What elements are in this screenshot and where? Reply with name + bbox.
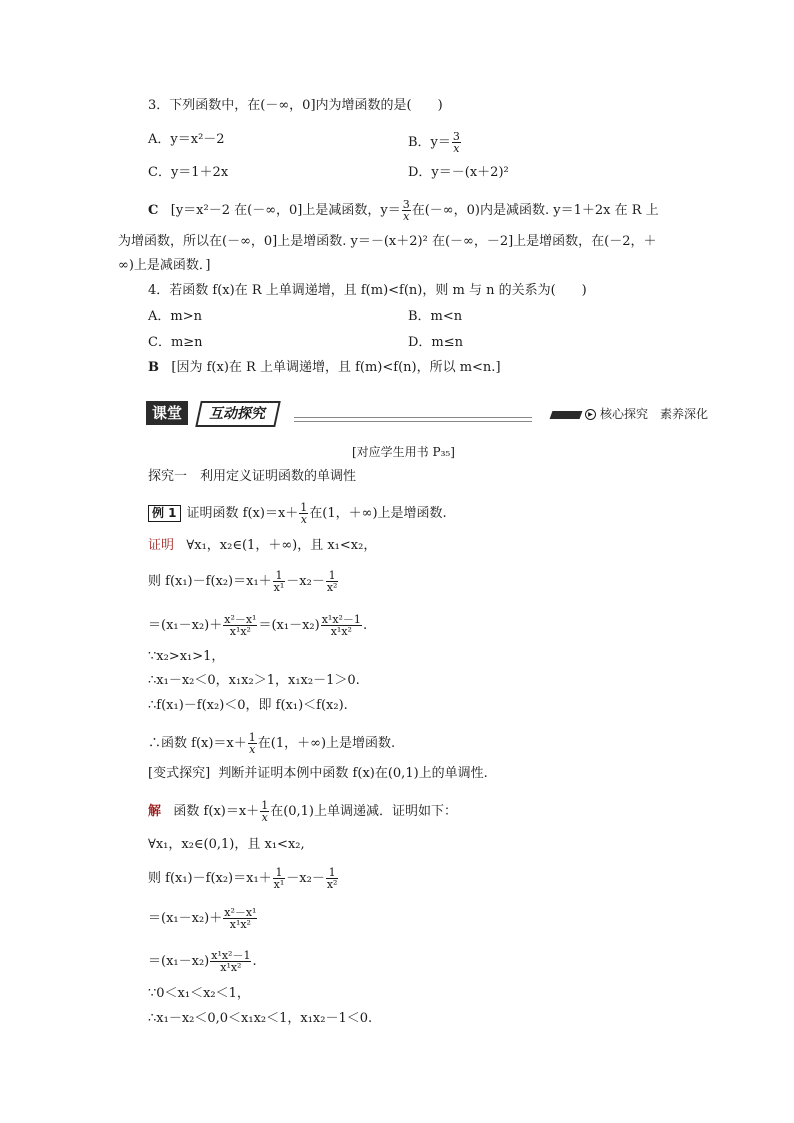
fraction-denominator: x¹ (273, 878, 285, 891)
proof-2-pre: 则 f(x₁)－f(x₂)＝x₁＋ (148, 574, 272, 589)
q3-answer-text-b: 在(－∞，0)内是减函数. y＝1＋2x 在 R 上 (411, 203, 659, 218)
q3-option-a: A．y＝x²－2 (148, 132, 225, 147)
proof-text-1: ∀x₁，x₂∈(1，＋∞)，且 x₁<x₂， (186, 538, 377, 553)
variant-text: 判断并证明本例中函数 f(x)在(0,1)上的单调性. (218, 766, 488, 781)
q4-option-d: D．m≤n (408, 335, 464, 350)
proof-3-frac-1 (223, 614, 257, 637)
banner-right-text: 核心探究 素养深化 (599, 407, 708, 421)
solution-1-frac (260, 800, 269, 823)
example-fraction (299, 502, 308, 525)
banner-bar-icon (550, 411, 583, 419)
fraction-numerator: 1 (273, 570, 286, 582)
solution-line-7: ∴x₁－x₂＜0,0＜x₁x₂＜1，x₁x₂－1＜0. (148, 1011, 373, 1026)
proof-line-3 (148, 614, 367, 637)
example-1 (148, 502, 447, 525)
solution-3-frac-2 (326, 867, 339, 890)
proof-2-mid: －x₂－ (286, 574, 325, 589)
fraction-denominator: x (453, 142, 460, 155)
fraction-numerator: x¹x²－1 (211, 949, 251, 962)
proof-3-pre: ＝(x₁－x₂)＋ (148, 618, 223, 633)
fraction-numerator: 1 (300, 501, 308, 514)
banner-rule (294, 417, 532, 422)
proof-7-pre: ∴函数 f(x)＝x＋ (148, 736, 247, 751)
solution-5-pre: ＝(x₁－x₂) (148, 954, 210, 969)
fraction-numerator: x²－x¹ (224, 906, 257, 919)
proof-7-frac (248, 732, 257, 755)
solution-1-post: 在(0,1)上单调递减．证明如下： (270, 804, 458, 819)
solution-line-6: ∵0＜x₁＜x₂＜1， (148, 986, 250, 1001)
fraction-denominator: x¹x² (330, 625, 352, 638)
proof-label: 证明 (148, 538, 175, 553)
solution-4-pre: ＝(x₁－x₂)＋ (148, 911, 223, 926)
solution-4-frac (223, 907, 257, 930)
solution-5-end: . (252, 954, 257, 969)
fraction-denominator: x¹x² (220, 961, 242, 974)
q3-option-b-prefix: B．y＝ (408, 135, 451, 150)
banner-tag-interactive: 互动探究 (195, 401, 281, 427)
q4-answer (148, 359, 501, 377)
q4-option-b: B．m<n (408, 309, 463, 324)
fraction-numerator: 1 (326, 867, 339, 879)
fraction-denominator: x² (326, 878, 338, 891)
fraction-denominator: x¹x² (229, 625, 251, 638)
fraction-numerator: 3 (452, 130, 460, 143)
banner-tag-classroom: 课堂 (146, 401, 188, 425)
solution-1-pre: 函数 f(x)＝x＋ (173, 804, 260, 819)
textbook-reference: [对应学生用书 P₃₅] (352, 445, 455, 459)
play-circle-icon: ▶ (585, 409, 596, 420)
q3-option-c: C．y＝1＋2x (148, 165, 229, 180)
q4-option-a: A．m>n (148, 309, 202, 324)
q4-answer-label: B (148, 360, 159, 375)
fraction-denominator: x¹ (273, 581, 285, 594)
fraction-denominator: x (249, 743, 256, 756)
fraction-numerator: 1 (273, 867, 286, 879)
q3-option-b-fraction (452, 131, 461, 154)
proof-line-7 (148, 732, 395, 755)
fraction-denominator: x (403, 210, 410, 223)
proof-2-frac-1 (273, 570, 286, 593)
solution-line-3 (148, 867, 339, 890)
proof-line-2 (148, 570, 339, 593)
fraction-numerator: x²－x¹ (224, 613, 257, 626)
solution-3-pre: 则 f(x₁)－f(x₂)＝x₁＋ (148, 871, 272, 886)
proof-line-4: ∵x₂>x₁>1， (148, 649, 225, 664)
solution-line-1 (148, 800, 457, 823)
q3-answer-label: C (148, 203, 159, 218)
fraction-numerator: 1 (248, 731, 256, 744)
variant-label: [变式探究] (148, 766, 211, 781)
q4-stem: 4．若函数 f(x)在 R 上单调递增，且 f(m)<f(n)，则 m 与 n 的关系为( ) (148, 283, 587, 298)
solution-3-mid: －x₂－ (286, 871, 325, 886)
q4-option-c: C．m≥n (148, 335, 203, 350)
fraction-numerator: 1 (261, 799, 269, 812)
proof-line-1 (148, 537, 376, 555)
section-banner (146, 401, 708, 427)
example-text-pre: 证明函数 f(x)＝x＋ (186, 506, 299, 521)
fraction-denominator: x¹x² (229, 918, 251, 931)
q3-option-b (408, 131, 462, 154)
q3-option-d: D．y＝－(x＋2)² (408, 165, 509, 180)
solution-3-frac-1 (273, 867, 286, 890)
q3-answer-fraction (402, 199, 411, 222)
q3-answer-text-a: [y＝x²－2 在(－∞，0]上是减函数，y＝ (170, 203, 401, 218)
solution-5-frac (210, 950, 251, 973)
proof-line-6: ∴f(x₁)－f(x₂)＜0，即 f(x₁)＜f(x₂). (148, 698, 348, 713)
fraction-numerator: x¹x²－1 (321, 613, 361, 626)
variant-line (148, 765, 488, 783)
q4-answer-text: [因为 f(x)在 R 上单调递增，且 f(m)<f(n)，所以 m<n.] (171, 360, 501, 375)
proof-3-end: . (362, 618, 368, 633)
proof-3-mid: ＝(x₁－x₂) (258, 618, 320, 633)
proof-7-post: 在(1，＋∞)上是增函数. (257, 736, 396, 751)
banner-right (551, 405, 708, 422)
solution-line-2: ∀x₁，x₂∈(0,1)，且 x₁<x₂, (148, 837, 305, 852)
fraction-numerator: 3 (402, 198, 410, 211)
proof-line-5: ∴x₁－x₂＜0，x₁x₂＞1，x₁x₂－1＞0. (148, 673, 360, 688)
fraction-denominator: x² (326, 581, 338, 594)
q3-answer-line-3: ∞)上是减函数．] (118, 258, 211, 273)
solution-line-4 (148, 907, 258, 930)
fraction-denominator: x (261, 811, 268, 824)
fraction-denominator: x (300, 513, 307, 526)
solution-label: 解 (148, 804, 162, 819)
q3-answer-line-1 (148, 199, 659, 222)
example-text-post: 在(1，＋∞)上是增函数. (309, 506, 447, 521)
proof-2-frac-2 (326, 570, 339, 593)
example-label: 例 1 (148, 505, 181, 522)
solution-line-5 (148, 950, 257, 973)
fraction-numerator: 1 (326, 570, 339, 582)
explore-title: 探究一 利用定义证明函数的单调性 (148, 469, 357, 484)
proof-3-frac-2 (321, 614, 362, 637)
q3-answer-line-2: 为增函数，所以在(－∞，0]上是增函数. y＝－(x＋2)² 在(－∞，－2]上是增函数，在(－2，＋ (118, 234, 657, 249)
q3-stem: 3．下列函数中，在(－∞，0]内为增函数的是( ) (148, 98, 443, 113)
